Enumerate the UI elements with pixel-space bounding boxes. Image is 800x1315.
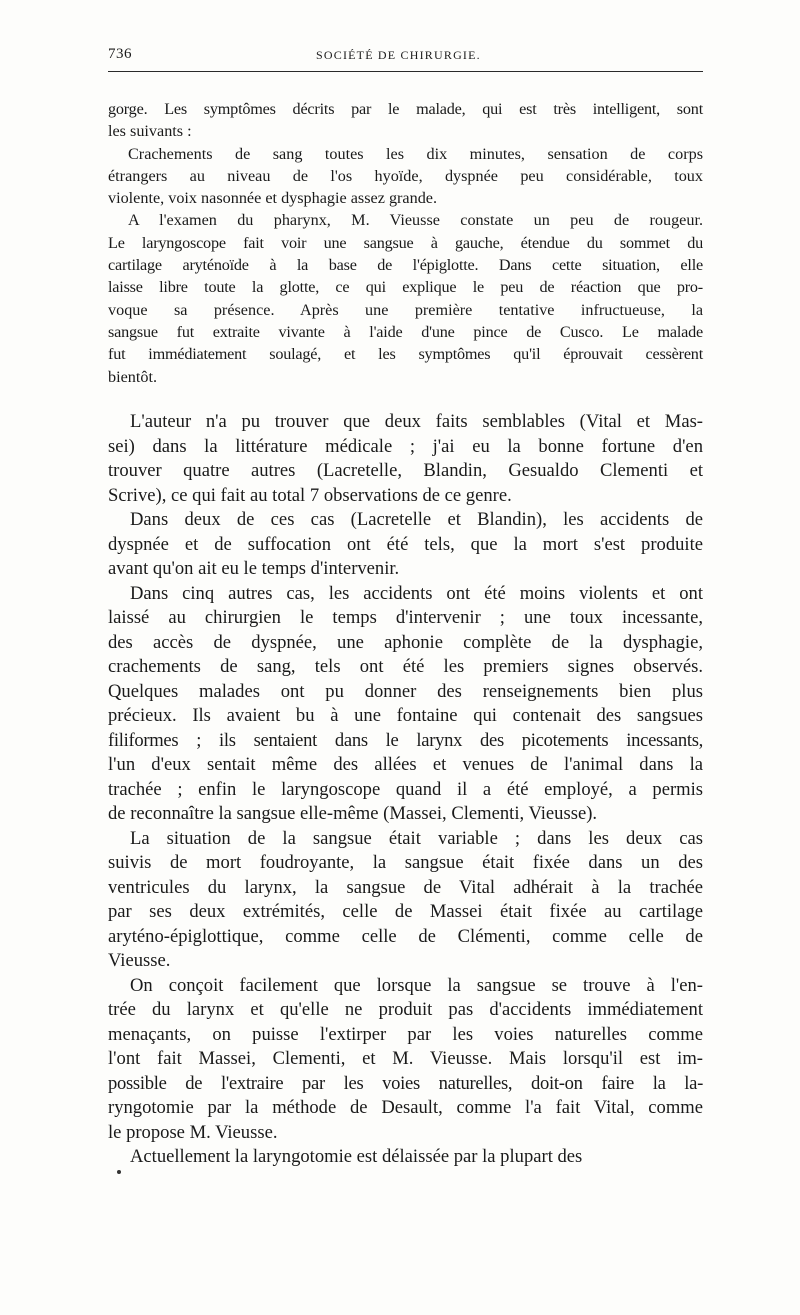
- text-line: filiformes ; ils sentaient dans le larynx des picotements incessants,: [108, 729, 703, 751]
- text-line: trachée ; enfin le laryngoscope quand il a été employé, a permis: [108, 778, 703, 800]
- text-line: sangsue fut extraite vivante à l'aide d'une pince de Cusco. Le malade: [108, 322, 703, 341]
- text-line: La situation de la sangsue était variable ; dans les deux cas: [130, 827, 703, 849]
- text-line: Dans cinq autres cas, les accidents ont été moins violents et ont: [130, 582, 703, 604]
- text-line: les suivants :: [108, 122, 192, 141]
- text-line: suivis de mort foudroyante, la sangsue était fixée dans un des: [108, 852, 703, 873]
- text-line: ventricules du larynx, la sangsue de Vital adhérait à la trachée: [108, 876, 703, 898]
- text-line: trée du larynx et qu'elle ne produit pas d'accidents immédiatement: [108, 999, 703, 1020]
- text-line: crachements de sang, tels ont été les premiers signes observés.: [108, 656, 703, 677]
- text-line: voque sa présence. Après une première tentative infructueuse, la: [108, 300, 703, 319]
- paragraph: [108, 143, 703, 210]
- text-line: avant qu'on ait eu le temps d'intervenir.: [108, 558, 400, 579]
- ink-speck: [117, 1170, 121, 1174]
- text-line: sei) dans la littérature médicale ; j'ai eu la bonne fortune d'en: [108, 435, 703, 457]
- header-rule: [108, 71, 703, 72]
- running-title: SOCIÉTÉ DE CHIRURGIE.: [316, 48, 481, 62]
- page-header: [108, 46, 703, 68]
- text-line: aryténo-épiglottique, comme celle de Clémenti, comme celle de: [108, 925, 703, 947]
- text-line: l'ont fait Massei, Clementi, et M. Vieusse. Mais lorsqu'il est im-: [108, 1048, 703, 1069]
- paragraph: [108, 410, 703, 508]
- text-line: précieux. Ils avaient bu à une fontaine qui contenait des sangsues: [108, 705, 703, 726]
- body-text: [108, 410, 703, 1170]
- text-line: le propose M. Vieusse.: [108, 1121, 278, 1143]
- text-line: ryngotomie par la méthode de Desault, comme l'a fait Vital, comme: [108, 1097, 703, 1118]
- text-line: On conçoit facilement que lorsque la sangsue se trouve à l'en-: [130, 974, 703, 996]
- paragraph: [108, 582, 703, 827]
- text-line: étrangers au niveau de l'os hyoïde, dyspnée peu considérable, toux: [108, 166, 703, 185]
- paragraph: [108, 209, 703, 387]
- text-line: gorge. Les symptômes décrits par le malade, qui est très intelligent, sont: [108, 100, 703, 118]
- text-line: Le laryngoscope fait voir une sangsue à gauche, étendue du sommet du: [108, 233, 703, 252]
- text-line: trouver quatre autres (Lacretelle, Blandin, Gesualdo Clementi et: [108, 460, 703, 481]
- case-report-quote: [108, 98, 703, 388]
- text-line: Vieusse.: [108, 950, 171, 971]
- document-page: [108, 0, 703, 1315]
- text-line: menaçants, on puisse l'extirper par les voies naturelles comme: [108, 1023, 703, 1045]
- text-line: par ses deux extrémités, celle de Massei était fixée au cartilage: [108, 901, 703, 922]
- text-line: dyspnée et de suffocation ont été tels, que la mort s'est produite: [108, 533, 703, 555]
- text-line: possible de l'extraire par les voies naturelles, doit-on faire la la-: [108, 1072, 703, 1094]
- paragraph: [108, 1145, 703, 1170]
- text-line: A l'examen du pharynx, M. Vieusse constate un peu de rougeur.: [128, 211, 703, 230]
- text-line: Crachements de sang toutes les dix minutes, sensation de corps: [128, 144, 703, 163]
- text-line: Dans deux de ces cas (Lacretelle et Blandin), les accidents de: [130, 509, 703, 530]
- text-line: L'auteur n'a pu trouver que deux faits semblables (Vital et Mas-: [130, 411, 703, 432]
- text-line: Scrive), ce qui fait au total 7 observations de ce genre.: [108, 484, 512, 506]
- paragraph: [108, 98, 703, 143]
- text-line: Quelques malades ont pu donner des renseignements bien plus: [108, 680, 703, 702]
- text-line: violente, voix nasonnée et dysphagie assez grande.: [108, 189, 438, 208]
- text-line: de reconnaître la sangsue elle-même (Massei, Clementi, Vieusse).: [108, 803, 598, 824]
- text-line: cartilage aryténoïde à la base de l'épiglotte. Dans cette situation, elle: [108, 256, 703, 275]
- paragraph: [108, 827, 703, 974]
- text-line: bientôt.: [108, 367, 158, 386]
- text-line: Actuellement la laryngotomie est délaissée par la plupart des: [130, 1146, 583, 1167]
- page-number: 736: [108, 46, 132, 62]
- text-line: l'un d'eux sentait même des allées et venues de l'animal dans la: [108, 754, 703, 775]
- paragraph: [108, 974, 703, 1146]
- text-line: fut immédiatement soulagé, et les symptômes qu'il éprouvait cessèrent: [108, 345, 703, 364]
- text-line: laisse libre toute la glotte, ce qui explique le peu de réaction que pro-: [108, 278, 703, 297]
- text-line: laissé au chirurgien le temps d'intervenir ; une toux incessante,: [108, 607, 703, 628]
- paragraph: [108, 508, 703, 582]
- text-line: des accès de dyspnée, une aphonie complète de la dysphagie,: [108, 631, 703, 653]
